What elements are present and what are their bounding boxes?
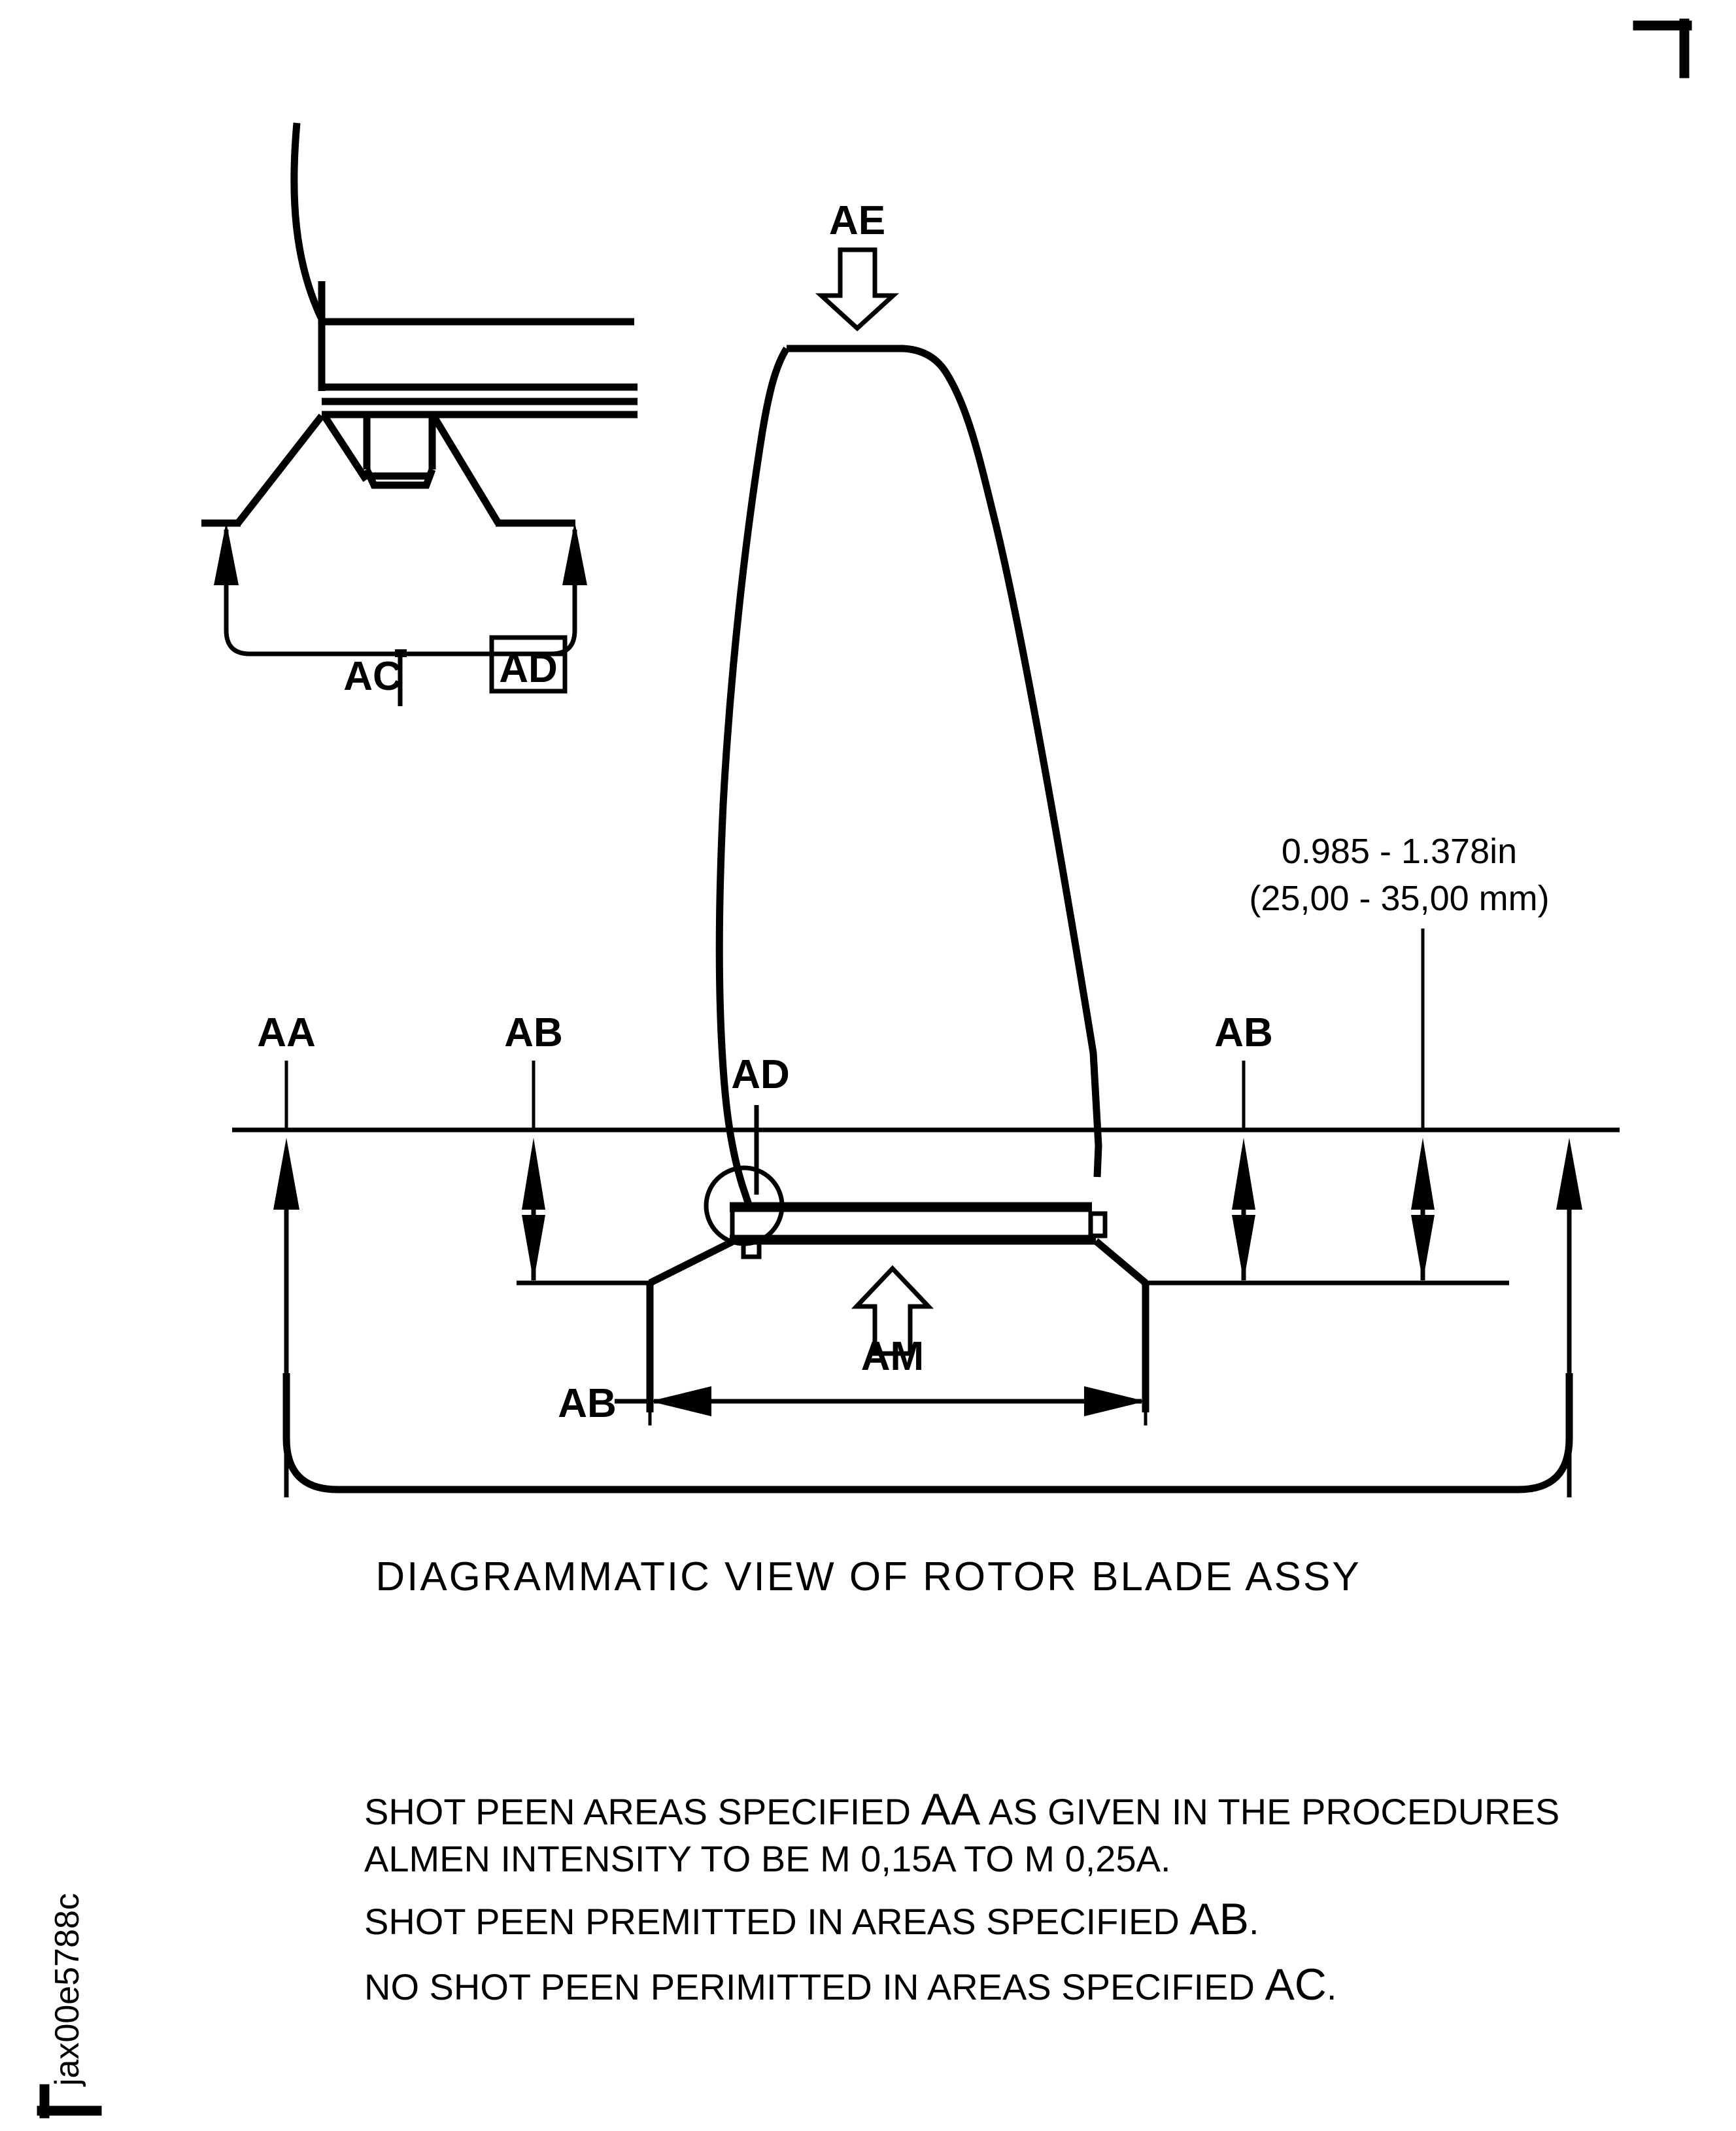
note-line-3: SHOT PEEN PREMITTED IN AREAS SPECIFIED AB. [364, 1894, 1259, 1944]
note-line-2: ALMEN INTENSITY TO BE M 0,15A TO M 0,25A. [364, 1838, 1171, 1879]
note-line-1: SHOT PEEN AREAS SPECIFIED AA AS GIVEN IN THE PROCEDURES [364, 1784, 1560, 1834]
figure-caption: DIAGRAMMATIC VIEW OF ROTOR BLADE ASSY [375, 1554, 1361, 1599]
callout-label-ab-bottom: AB [558, 1381, 617, 1426]
callout-label-ad-boxed-group [492, 638, 565, 691]
callout-label-ab-right: AB [1214, 1010, 1273, 1055]
callout-label-ae: AE [828, 198, 886, 243]
callout-label-am: AM [860, 1334, 925, 1379]
callout-label-ad-platform: AD [731, 1052, 790, 1097]
dimension-value-mm: (25,00 - 35,00 mm) [1249, 879, 1550, 918]
callout-label-ac: AC [343, 654, 402, 699]
callout-label-ab-left: AB [504, 1010, 563, 1055]
dimension-value-inches: 0.985 - 1.378in [1281, 832, 1518, 871]
note-line-4: NO SHOT PEEN PERIMITTED IN AREAS SPECIFIED AC. [364, 1960, 1337, 2009]
callout-label-aa-left: AA [257, 1010, 316, 1055]
callout-label-ad-boxed: AD [499, 646, 558, 691]
figure-id-label: jax00e5788c [48, 1893, 86, 2086]
